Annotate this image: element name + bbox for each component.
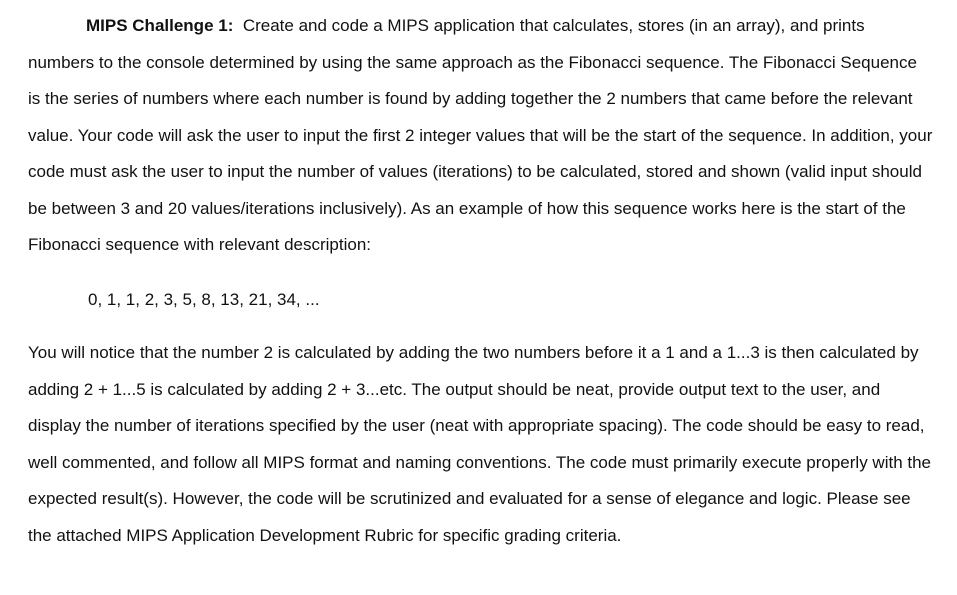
challenge-heading-colon: : bbox=[227, 16, 234, 35]
challenge-body-paragraph: You will notice that the number 2 is calculated by adding the two numbers before it a 1 and a 1...3 is then calculated by adding 2 + 1...5 is calculated by adding 2 + 3...etc. The output should be neat, provide output text to the user, and display the number of iterations specified by the user (neat with appropriate spacing). The code should be easy to read, well commented, and follow all MIPS format and naming conventions. The code must primarily execute properly with the expected result(s). However, the code will be scrutinized and evaluated for a sense of elegance and logic. Please see the attached MIPS Application Development Rubric for specific grading criteria. bbox=[28, 343, 932, 545]
fibonacci-sequence-example: 0, 1, 1, 2, 3, 5, 8, 13, 21, 34, ... bbox=[88, 290, 320, 309]
challenge-intro-text: Create and code a MIPS application that calculates, stores (in an array), and prints numbers to the console determined by using the same approach as the Fibonacci sequence. The Fibonacci Sequence is the series of numbers where each number is found by adding together the 2 numbers that came before the relevant value. Your code will ask the user to input the first 2 integer values that will be the start of the sequence. In addition, your code must ask the user to input the number of values (iterations) to be calculated, stored and shown (valid input should be between 3 and 20 values/iterations inclusively). As an example of how this sequence works here is the start of the Fibonacci sequence with relevant description: bbox=[28, 16, 933, 254]
challenge-heading: MIPS Challenge 1 bbox=[86, 16, 228, 35]
challenge-intro-paragraph bbox=[28, 8, 933, 264]
